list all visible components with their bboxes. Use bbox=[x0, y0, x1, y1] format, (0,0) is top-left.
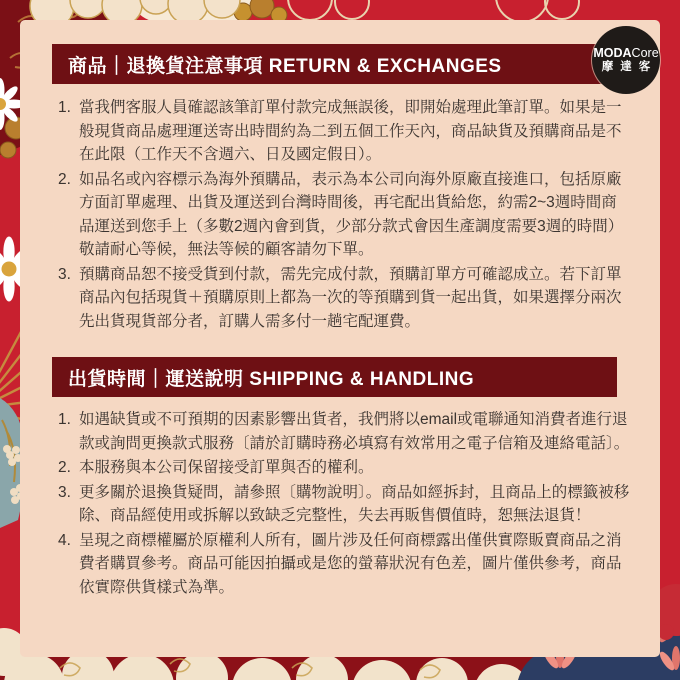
list-item bbox=[58, 481, 630, 528]
item-number: 2. bbox=[58, 170, 71, 188]
shipping-list bbox=[58, 408, 630, 600]
list-item bbox=[58, 408, 630, 455]
returns-list bbox=[58, 96, 630, 334]
returns-section-header bbox=[52, 44, 617, 84]
item-text: 如品名或內容標示為海外預購品，表示為本公司向海外原廠直接進口，包括原廠方面訂單處理、出貨及運送到台灣時間後，再宅配出貨給您，約需2~3週時間商品運送到您手上（多數2週內會到貨，少部分款式會因生產調度需要3週的時間）敬請耐心等候，無法等候的顧客請勿下單。 bbox=[79, 170, 624, 258]
item-text: 呈現之商標權屬於原權利人所有，圖片涉及任何商標露出僅供實際販賣商品之消費者購買參考。商品可能因拍攝或是您的螢幕狀況有色差，圖片僅供參考，商品依實際供貨樣式為準。 bbox=[79, 531, 622, 596]
list-item bbox=[58, 529, 630, 600]
item-text: 如遇缺貨或不可預期的因素影響出貨者，我們將以email或電聯通知消費者進行退款或詢問更換款式服務〔請於訂購時務必填寫有效常用之電子信箱及連絡電話〕。 bbox=[79, 411, 630, 452]
modacore-logo bbox=[592, 26, 660, 94]
list-item bbox=[58, 456, 630, 480]
item-number: 2. bbox=[58, 459, 71, 476]
item-text: 更多關於退換貨疑問，請參照〔購物說明〕。商品如經拆封，且商品上的標籤被移除、商品經使用或拆解以致缺乏完整性，失去再販售價值時，恕無法退貨！ bbox=[79, 483, 630, 524]
list-item bbox=[58, 263, 630, 334]
item-text: 預購商品恕不接受貨到付款，需先完成付款，預購訂單方可確認成立。若下訂單商品內包括現貨＋預購原則上都為一次的等預購到貨一起出貨，如果選擇分兩次先出貨現貨部分者，訂購人需多付一趟宅配運費。 bbox=[79, 265, 622, 330]
item-number: 4. bbox=[58, 531, 71, 549]
item-number: 3. bbox=[58, 483, 71, 501]
item-number: 1. bbox=[58, 99, 71, 116]
shipping-section-title: 出貨時間｜運送說明 SHIPPING & HANDLING bbox=[68, 368, 475, 390]
content-panel bbox=[20, 20, 660, 657]
logo-brand-text: MODACore bbox=[593, 45, 659, 60]
logo-cjk-text: 摩達客 bbox=[601, 60, 658, 73]
item-number: 1. bbox=[58, 411, 71, 428]
shipping-section-header bbox=[52, 357, 617, 397]
item-text: 本服務與本公司保留接受訂單與否的權利。 bbox=[79, 459, 374, 476]
item-number: 3. bbox=[58, 265, 71, 283]
item-text: 當我們客服人員確認該筆訂單付款完成無誤後，即開始處理此筆訂單。如果是一般現貨商品處理運送寄出時間約為二到五個工作天內，商品缺貨及預購商品是不在此限（工作天不含週六、日及國定假日）。 bbox=[79, 99, 622, 163]
list-item bbox=[58, 96, 630, 167]
list-item bbox=[58, 168, 630, 262]
returns-section-title: 商品｜退換貨注意事項 RETURN & EXCHANGES bbox=[68, 55, 502, 77]
